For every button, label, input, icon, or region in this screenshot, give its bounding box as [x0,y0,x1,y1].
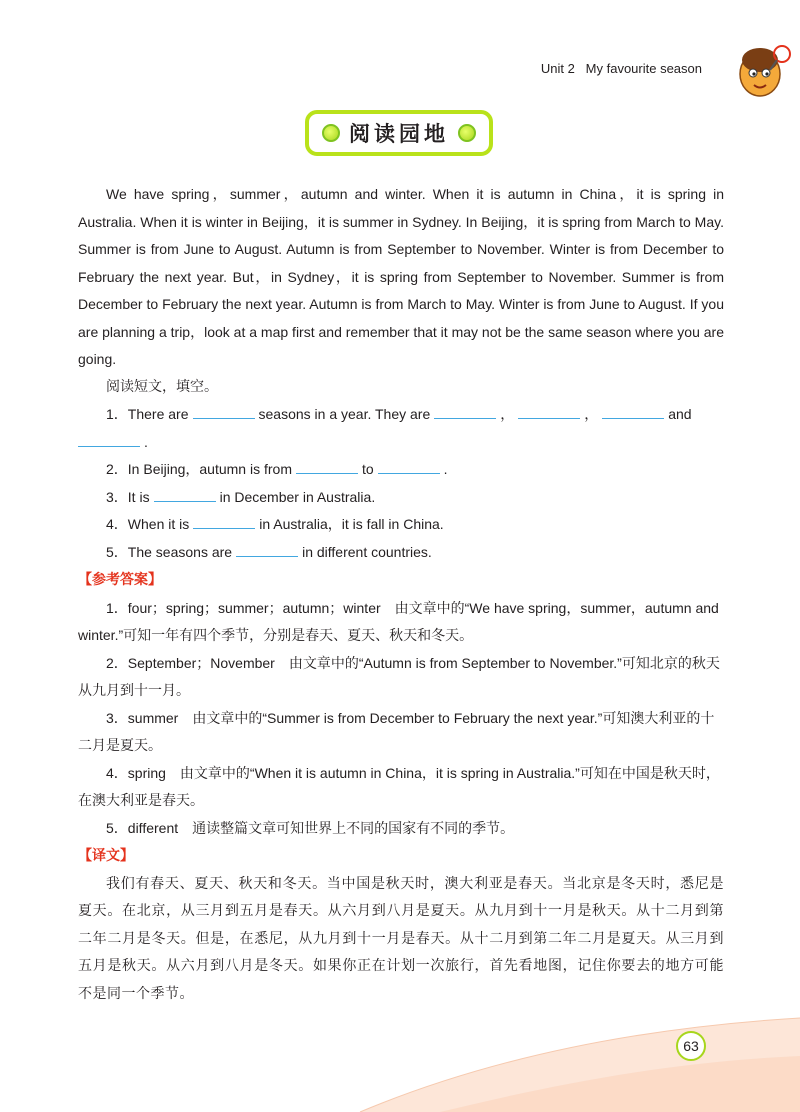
question-number: 4． [106,516,128,532]
answer-blank[interactable] [296,459,358,474]
unit-title: My favourite season [585,61,702,76]
question-end: . [443,461,448,477]
instruction: 阅读短文，填空。 [106,378,218,395]
question-text: in December in Australia. [219,488,376,505]
section-title: 阅读园地 [349,122,449,146]
question-text: When it is [127,516,190,532]
green-dot-icon [322,124,340,142]
answer-4: 4．spring 由文章中的“When it is autumn in China，it is spring in Australia.”可知在中国是秋天时，在澳大利亚是春天。 [78,764,720,808]
question-2 [78,456,724,484]
question-number: 1． [106,406,128,422]
question-text: in Australia，it is fall in China. [259,516,444,532]
decorative-wave [300,1010,800,1112]
answer-1: 1．four；spring；summer；autumn；winter 由文章中的“We have spring，summer，autumn and winter.”可知一年有四个季节，分别是春天、夏天、秋天和冬天。 [78,599,719,643]
answer-blank[interactable] [193,404,255,419]
question-text: in different countries. [302,543,432,560]
question-number: 3． [106,488,128,505]
question-3 [78,484,724,512]
question-4 [78,511,724,539]
translation-heading: 【译文】 [78,847,134,864]
question-1 [78,401,724,429]
page-number: 63 [676,1031,706,1061]
question-text: In Beijing，autumn is from [127,461,292,477]
question-text: It is [127,488,150,505]
question-end: . [144,433,148,450]
answer-5: 5．different 通读整篇文章可知世界上不同的国家有不同的季节。 [106,819,515,836]
answer-blank[interactable] [602,404,664,419]
answer-blank[interactable] [193,514,255,529]
question-text: to [361,461,374,477]
unit-label: Unit 2 [540,61,575,76]
section-title-badge [305,110,493,156]
question-text: There are [127,406,189,422]
translation-text: 我们有春天、夏天、秋天和冬天。当中国是秋天时，澳大利亚是春天。当北京是冬天时，悉尼是夏天。在北京，从三月到五月是春天。从六月到八月是夏天。从九月到十一月是秋天。从十二月到第二年二月是冬天。但是，在悉尼，从九月到十一月是春天。从十二月到第二年二月是夏天。从三月到五月是秋天。从六月到八月是冬天。如果你正在计划一次旅行，首先看地图，记住你要去的地方可能不是同一个季节。 [78,875,724,1002]
question-text: The seasons are [127,543,233,560]
question-text: and [668,406,692,422]
question-text: seasons in a year. They are [258,406,431,422]
comma: ， [584,406,599,422]
page-content [78,181,724,1008]
question-number: 2． [106,461,128,477]
question-1-continued [78,429,724,457]
answer-2: 2．September；November 由文章中的“Autumn is from September to November.”可知北京的秋天从九月到十一月。 [78,654,720,698]
answer-blank[interactable] [154,487,216,502]
reading-passage: We have spring，summer，autumn and winter. When it is autumn in China，it is spring in Australia. When it is winter in Beijing，it is summer in Sydney. In Beijing，it is spring from March to May. Summer is from June to August. Autumn is from September to November. Winter is from December to February the next year. But，in Sydney，it is spring from September to November. Summer is from December to February the next year. Autumn is from March to May. Winter is from June to August. If you are planning a trip，look at a map first and remember that it may not be the same season where you are going. [78,186,724,367]
unit-header [541,61,702,76]
answer-blank[interactable] [434,404,496,419]
answer-blank[interactable] [78,432,140,447]
question-5 [78,539,724,567]
answer-3: 3．summer 由文章中的“Summer is from December to February the next year.”可知澳大利亚的十二月是夏天。 [78,709,715,753]
answer-blank[interactable] [236,542,298,557]
answer-heading: 【参考答案】 [78,571,162,588]
answer-blank[interactable] [518,404,580,419]
question-number: 5． [106,543,128,560]
mascot-icon [730,40,794,100]
answer-blank[interactable] [378,459,440,474]
comma: ， [500,406,515,422]
green-dot-icon [458,124,476,142]
